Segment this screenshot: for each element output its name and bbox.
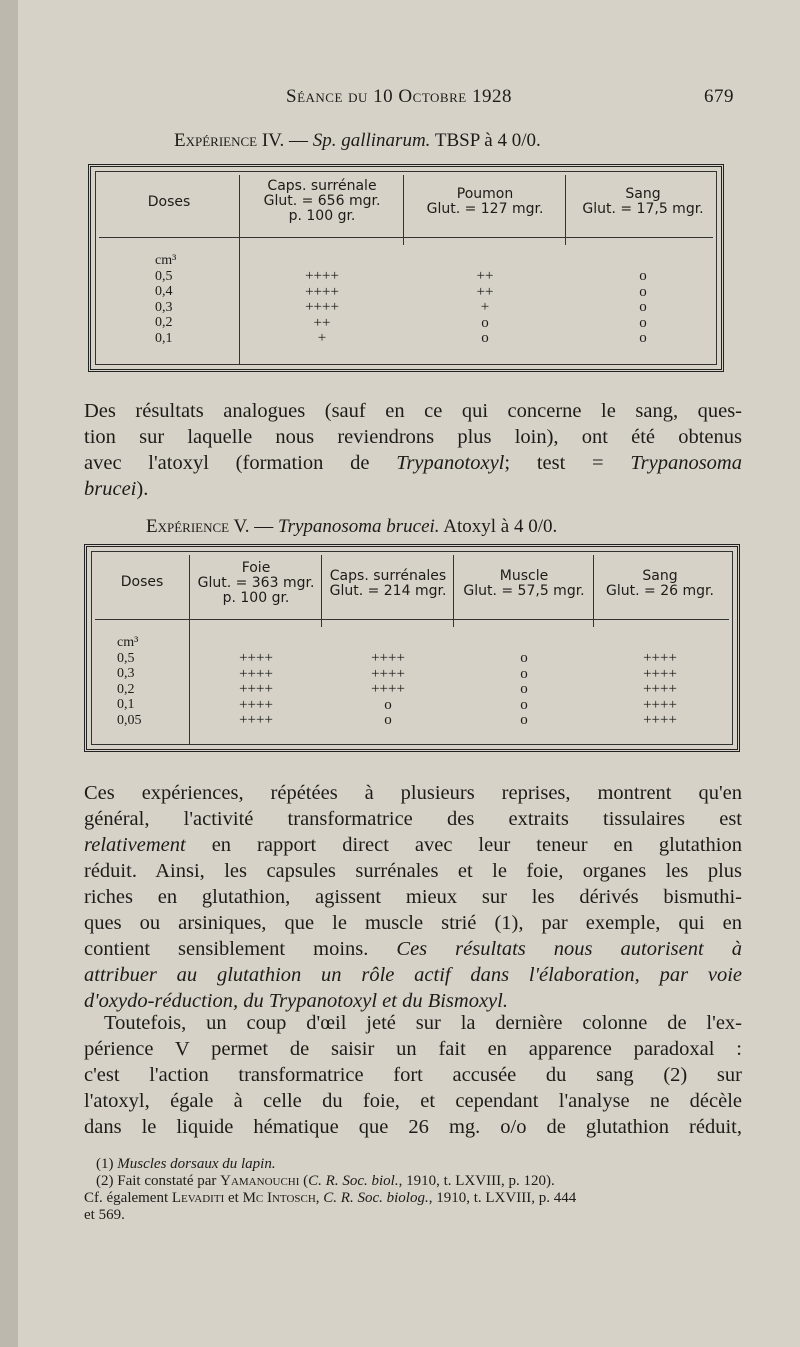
- header-caps: Caps. surrénales Glut. = 214 mgr.: [329, 568, 447, 599]
- foie-values: ++++ ++++ ++++ ++++ ++++: [239, 650, 273, 728]
- header-title: Séance du 10 Octobre 1928: [286, 86, 512, 107]
- doses-column: cm³ 0,5 0,3 0,2 0,1 0,05: [117, 635, 142, 728]
- table-experiment-4: [88, 164, 724, 372]
- header-caps: Caps. surrénale Glut. = 656 mgr. p. 100 gr.: [263, 178, 381, 224]
- caps-values: ++++ ++++ ++++ ++ +: [305, 268, 339, 346]
- footnotes: (1) Muscles dorsaux du lapin. (2) Fait constaté par Yamanouchi (C. R. Soc. biol., 1910, t. LXVIII, p. 120). Cf. également Levaditi et Mc Intosch, C. R. Soc. biolog., 1910, t. LXVIII, p. 444 et 569.: [84, 1156, 744, 1224]
- poumon-values: ++ ++ + o o: [476, 268, 494, 346]
- header-foie: Foie Glut. = 363 mgr. p. 100 gr.: [197, 560, 315, 606]
- paragraph-2: Ces expériences, répétées à plusieurs reprises, montrent qu'en général, l'activité transformatrice des extraits tissulaires est relativement en rapport direct avec leur teneur en glutathion réduit. Ainsi, les capsules surrénales et le foie, organes les plus riches en glutathion, agissent mieux sur les dérivés bismuthi- ques ou arsiniques, que le muscle strié (1), par exemple, qui en contient sensiblement moins. Ces résultats nous autorisent à attribuer au glutathion un rôle actif dans l'élaboration, par voie d'oxydo-réduction, du Trypanotoxyl et du Bismoxyl.: [84, 782, 742, 1012]
- header-doses: Doses: [120, 574, 164, 590]
- header-muscle: Muscle Glut. = 57,5 mgr.: [463, 568, 585, 599]
- sang-values: o o o o o: [639, 268, 647, 346]
- footnote-1: (1) Muscles dorsaux du lapin.: [96, 1156, 276, 1172]
- muscle-values: o o o o o: [520, 650, 528, 728]
- paragraph-1: Des résultats analogues (sauf en ce qui concerne le sang, ques- tion sur laquelle nous reviendrons plus loin), ont été obtenus avec l'atoxyl (formation de Trypanotoxyl; test = Trypanosoma brucei).: [84, 400, 742, 500]
- doses-column: cm³ 0,5 0,4 0,3 0,2 0,1: [155, 253, 177, 346]
- footnote-2: (2) Fait constaté par Yamanouchi (C. R. Soc. biol., 1910, t. LXVIII, p. 120).: [96, 1173, 555, 1189]
- sang-values: ++++ ++++ ++++ ++++ ++++: [643, 650, 677, 728]
- page: [18, 0, 800, 1347]
- header-poumon: Poumon Glut. = 127 mgr.: [426, 186, 544, 217]
- table-experiment-5: [84, 544, 740, 752]
- running-header: [18, 86, 800, 114]
- paragraph-3: Toutefois, un coup d'œil jeté sur la dernière colonne de l'ex- périence V permet de saisir un fait en apparence paradoxal : c'est l'action transformatrice fort accusée du sang (2) sur l'atoxyl, égale à celle du foie, et cependant l'analyse ne décèle dans le liquide hématique que 26 mg. o/o de glutathion réduit,: [84, 1012, 742, 1138]
- header-sang: Sang Glut. = 17,5 mgr.: [582, 186, 704, 217]
- page-number: 679: [704, 86, 734, 107]
- experiment-5-title: Expérience V. — Trypanosoma brucei. Atoxyl à 4 0/0.: [146, 516, 558, 537]
- header-doses: Doses: [147, 194, 191, 210]
- footnote-2-cont: Cf. également Levaditi et Mc Intosch, C. R. Soc. biolog., 1910, t. LXVIII, p. 444: [84, 1190, 577, 1206]
- experiment-4-title: Expérience IV. — Sp. gallinarum. TBSP à 4 0/0.: [174, 130, 541, 151]
- caps-values: ++++ ++++ ++++ o o: [371, 650, 405, 728]
- header-sang: Sang Glut. = 26 mgr.: [606, 568, 714, 599]
